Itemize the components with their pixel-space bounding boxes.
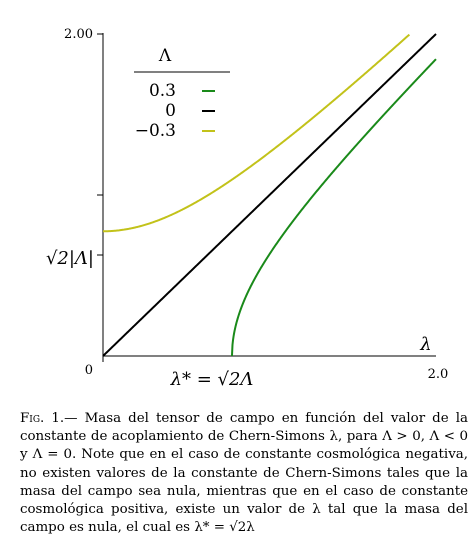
legend-label-0: 0.3 [148, 81, 176, 101]
legend-label-2: −0.3 [134, 121, 176, 141]
y-tick-label-special: √2|Λ| [45, 248, 94, 269]
caption-text: Masa del tensor de campo en función del valor de la constante de acoplamiento de Chern-Simons λ, para Λ > 0, Λ < 0 y Λ = 0. Note que en el caso de constante cosmológica negativa, no existen valores de la constante de Chern-Simons tales que la masa del campo sea nula, mientras que en el caso de constante cosmológica positiva, existe un valor de λ tal que la masa del campo es nula, el cual es λ* = √2λ [20, 411, 468, 536]
caption-label: Fig. 1.— [20, 411, 78, 426]
legend-label-1: 0 [165, 101, 176, 121]
legend [134, 46, 230, 141]
x-tick-label-end: 2.0 [427, 367, 449, 382]
figure-caption [20, 410, 468, 537]
x-special-label: λ* = √2Λ [170, 369, 254, 390]
x-tick-label-origin: 0 [84, 363, 93, 378]
y-tick-label-top: 2.00 [64, 27, 93, 42]
series-line-0 [232, 59, 436, 356]
x-axis-label: λ [420, 334, 432, 355]
legend-title: Λ [158, 46, 172, 66]
